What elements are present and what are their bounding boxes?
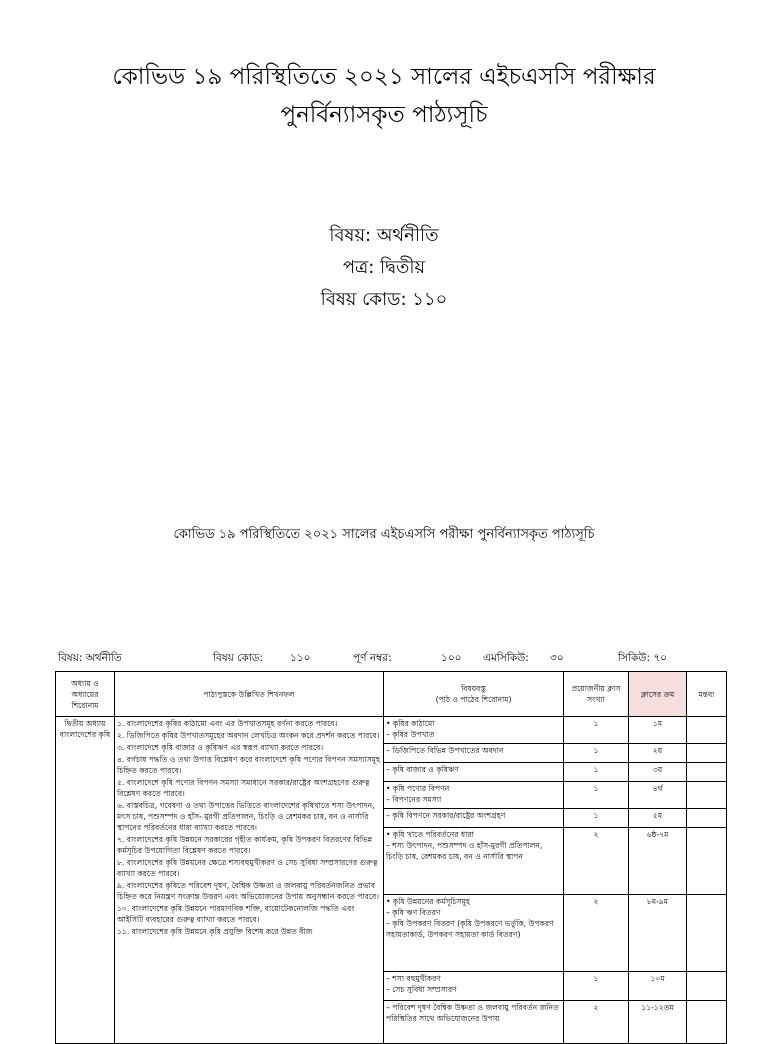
class-order-cell: ১ম	[629, 717, 687, 744]
content-line: – কৃষি উপকরণ বিতরণ (কৃষি উপকরণে ভর্তুকি, উপকরণ সহায়তাকার্ড, উপকরণ সহায়তা কার্ড বিতরণ)	[386, 919, 554, 939]
header-class-count: প্রয়োজনীয় ক্লাস সংখ্যা	[564, 672, 629, 717]
content-line: – শস্য উৎপাদন, পশুসম্পদ ও হাঁস-মুরগী প্রতিপালন, চিংড়ি চাষ, রেশমকর চাষ, বন ও নার্সারি স্থাপন	[386, 841, 543, 861]
learning-outcome: ১১. বাংলাদেশের কৃষি উন্নয়নে কৃষি প্রযুক্তি বিশেষ করে উন্নত বীজ	[117, 927, 313, 936]
learning-outcome: ২. ডিজিপিতে কৃষির উপখাতসমূহের অবদান লেখচিত্র অংকন করে প্রদর্শন করতে পারবে।	[117, 731, 380, 740]
content-line: – কৃষির উপখাত	[386, 730, 435, 739]
learning-outcome: ৭. বাংলাদেশের কৃষি উন্নয়নে সরকারের গৃহীত কার্যক্রম, কৃষি উপকরণ বিতরণের বিভিন্ন কর্মসূচির উপযোগিতা বিশ্লেষণ করতে পারবে।	[117, 835, 373, 855]
meta-code-value: ১১০	[290, 652, 311, 664]
subject-code: বিষয় কোড: ১১০	[320, 289, 448, 310]
content-line: • কৃষি পণ্যের বিপণন	[386, 784, 450, 793]
class-order-cell: ৮ম-৯ম	[629, 895, 687, 972]
meta-cq: সিকিউ: ৭০	[618, 652, 667, 664]
class-count-cell: ১	[564, 763, 629, 782]
subject-name: বিষয়: অর্থনীতি	[329, 225, 439, 246]
content-line: – পরিবেশ দূষণ বৈশ্বিক উষ্ণতা ও জলবায়ু পরিবর্তন জনিত পরিস্থিতির সাথে অভিযোজনের উপায়	[386, 1003, 559, 1023]
content-cell	[384, 972, 564, 1001]
learning-outcomes-cell	[115, 717, 384, 1044]
content-cell	[384, 744, 564, 763]
class-count-cell: ২	[564, 1001, 629, 1044]
class-count-cell: ১	[564, 972, 629, 1001]
class-order-cell: ১১-১২তম	[629, 1001, 687, 1044]
learning-outcome: ৬. বাস্তবচিত্র, গবেষণা ও তথ্য উপাত্তের ভিত্তিতে বাংলাদেশের কৃষিখাতে শস্য উৎপাদন, মৎস চাষ, পশুসম্পদ ও হাঁস- মুরগী প্রতিপালন, চিংড়ি ও রেশমকর চাষ, বন ও নার্সারি স্থাপনের পরিবর্তনের ধারা ব্যাখ্যা করতে পারবে।	[117, 801, 375, 832]
content-line: • কৃষির কাঠামো	[386, 719, 435, 728]
document-title-line2: পুনর্বিন্যাসকৃত পাঠ্যসূচি	[280, 102, 488, 128]
remarks-cell	[687, 1001, 727, 1044]
content-line: – সেচ সুবিধা সম্প্রসারণ	[386, 985, 457, 994]
class-order-cell: ২য়	[629, 744, 687, 763]
section-heading: কোভিড ১৯ পরিস্থিতিতে ২০২১ সালের এইচএসসি পরীক্ষা পুনর্বিন্যাসকৃত পাঠ্যসূচি	[173, 527, 595, 542]
remarks-cell	[687, 744, 727, 763]
remarks-cell	[687, 972, 727, 1001]
content-line: – শস্য বহুমুখীকরণ	[386, 974, 441, 983]
content-line: – বিপণনের সমস্যা	[386, 795, 442, 804]
chapter-cell: দ্বিতীয় অধ্যায় বাংলাদেশের কৃষি	[56, 717, 115, 1044]
content-line: • কৃষি উন্নয়নের কর্মসূচিসমূহ	[386, 897, 470, 906]
content-line: – ডিজিপিতে বিভিন্ন উপখাতের অবদান	[386, 746, 504, 755]
content-cell	[384, 809, 564, 828]
class-count-cell: ২	[564, 828, 629, 895]
table-row	[56, 717, 727, 744]
syllabus-table	[55, 671, 727, 1044]
meta-code-label: বিষয় কোড:	[213, 652, 264, 664]
class-order-cell: ৪র্থ	[629, 782, 687, 809]
class-order-cell: ৬ষ্ঠ-৭ম	[629, 828, 687, 895]
class-order-cell: ৩য়	[629, 763, 687, 782]
learning-outcome: ১. বাংলাদেশের কৃষির কাঠামো এবং এর উপখাতসমূহ বর্ণনা করতে পারবে।	[117, 719, 338, 728]
meta-subject: বিষয়: অর্থনীতি	[58, 652, 122, 664]
remarks-cell	[687, 809, 727, 828]
class-count-cell: ২	[564, 895, 629, 972]
subject-block	[0, 220, 768, 316]
class-order-cell: ১০ম	[629, 972, 687, 1001]
learning-outcome: ৫. বাংলাদেশে কৃষি পণ্যের বিপণন সমস্যা সমাধানে সরকার/রাষ্ট্রের অংশগ্রহণের গুরুত্ব বিশ্লেষণ করতে পারবে।	[117, 778, 370, 798]
header-content: বিষয়বস্তু (পাঠ ও পাঠের শিরোনাম)	[384, 672, 564, 717]
content-cell	[384, 763, 564, 782]
class-count-cell: ১	[564, 717, 629, 744]
learning-outcome: ৪. বর্গচাষ পদ্ধতি ও তথ্য উপাত্ত বিশ্লেষণ করে বাংলাদেশে কৃষি পণ্যের বিপণন সমস্যাসমূহ চিহ্নিত করতে পারবে।	[117, 755, 380, 775]
header-class-order: ক্লাসের ক্রম	[629, 672, 687, 717]
class-count-cell: ১	[564, 744, 629, 763]
remarks-cell	[687, 828, 727, 895]
paper-name: পত্র: দ্বিতীয়	[342, 257, 426, 278]
class-count-cell: ১	[564, 809, 629, 828]
content-cell	[384, 1001, 564, 1044]
content-cell	[384, 717, 564, 744]
learning-outcome: ১০. বাংলাদেশের কৃষি উন্নয়নে পারমাণবিক শক্তি, বায়োটেকনোলজি পদ্ধতি এবং আইসিটি ব্যবহারের গুরুত্ব ব্যাখ্যা করতে পারবে।	[117, 904, 355, 924]
remarks-cell	[687, 895, 727, 972]
meta-row	[58, 651, 738, 665]
learning-outcome: ৮. বাংলাদেশের কৃষি উন্নয়নের ক্ষেত্রে শস্যবহুমুখীকরণ ও সেচ সুবিধা সম্প্রসারণের গুরুত্ব ব্যাখ্যা করতে পারবে।	[117, 858, 378, 878]
learning-outcome: ৯. বাংলাদেশের কৃষিতে পরিবেশ দূষণ, বৈশ্বিক উষ্ণতা ও জলবায়ু পরিবর্তনজনিত প্রভাব চিহ্নিত করে নিয়ন্ত্রণ সংক্রান্ত উত্তরণ এবং অভিযোজনের উপায় অনুসন্ধান করতে পারবে।	[117, 881, 379, 901]
header-remarks: মন্তব্য	[687, 672, 727, 717]
learning-outcome: ৩. বাংলাদেশে কৃষি বাজার ও কৃষিঋণ এর স্বরূপ ব্যাখ্যা করতে পারবে।	[117, 743, 324, 752]
remarks-cell	[687, 782, 727, 809]
content-cell	[384, 895, 564, 972]
content-line: – কৃষি বিপণনে সরকার/রাষ্ট্রের অংশগ্রহণ	[386, 811, 506, 820]
meta-full-marks-label: পূর্ণ নম্বর:	[353, 652, 392, 664]
content-cell	[384, 828, 564, 895]
header-outcomes: পাঠ্যপুস্তকে উল্লিখিত শিখনফল	[115, 672, 384, 717]
remarks-cell	[687, 717, 727, 744]
class-order-cell: ৫ম	[629, 809, 687, 828]
content-line: – কৃষি ঋণ বিতরণ	[386, 908, 441, 917]
header-chapter: অধ্যায় ও অধ্যায়ের শিরোনাম	[56, 672, 115, 717]
table-header-row	[56, 672, 727, 717]
remarks-cell	[687, 763, 727, 782]
meta-full-marks-value: ১০০	[441, 652, 462, 664]
meta-mcq-label: এমসিকিউ:	[483, 652, 529, 664]
document-title-line1: কোভিড ১৯ পরিস্থিতিতে ২০২১ সালের এইচএসসি পরীক্ষার	[112, 64, 656, 90]
class-count-cell: ১	[564, 782, 629, 809]
content-line: • কৃষি খাতে পরিবর্তনের ধারা	[386, 830, 474, 839]
content-cell	[384, 782, 564, 809]
meta-mcq-value: ৩০	[550, 652, 564, 664]
content-line: – কৃষি বাজার ও কৃষিঋণ	[386, 765, 459, 774]
